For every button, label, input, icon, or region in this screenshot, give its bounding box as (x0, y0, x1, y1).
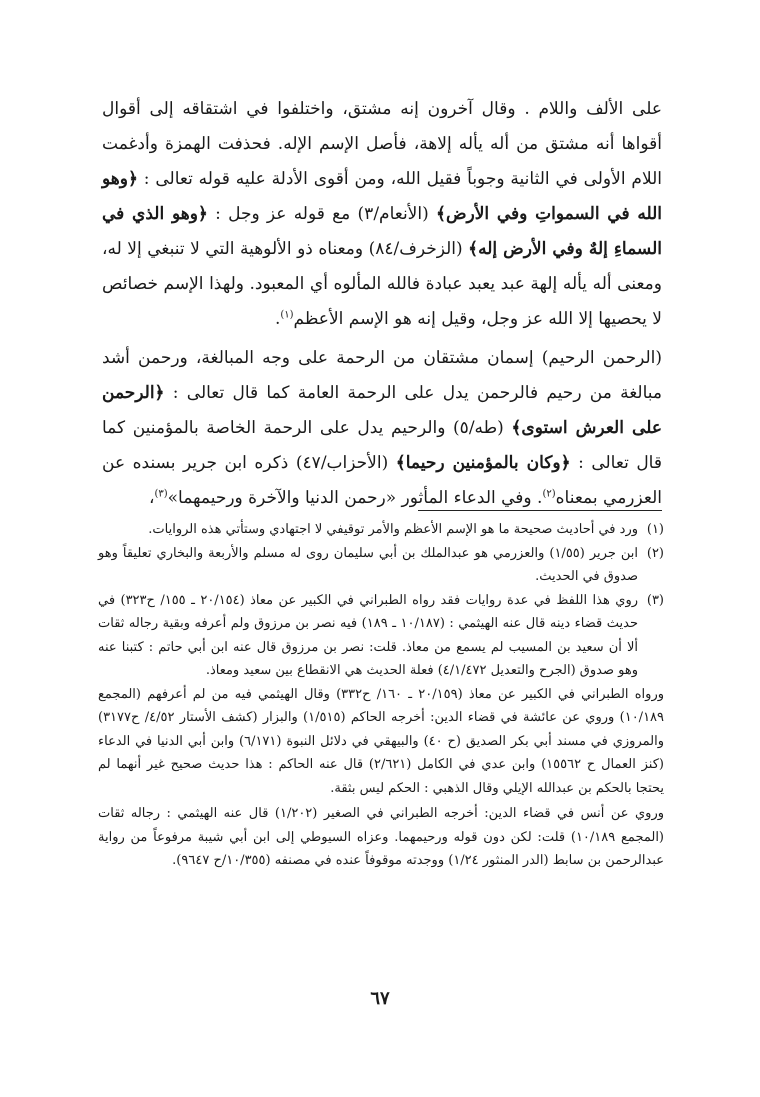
footnote-body (98, 518, 638, 542)
text-segment: (الزخرف/٨٤) ومعناه ذو الألوهية التي لا تنبغي إلا له، ومعنى أله يأله إلهة عبد يعبد عبادة فالله المألوه أي المعبود. ولهذا الإسم خصائص لا يحصيها إلا الله عز وجل، وقيل إنه هو الإسم الأعظم (102, 239, 662, 329)
footnote-ref[interactable]: (٣) (154, 488, 168, 500)
footnote-text: ورواه الطبراني في الكبير عن معاذ (٢٠/١٥٩ ـ ١٦٠/ ح٣٣٢) وقال الهيثمي فيه من لم أعرفهم (المجمع ١٠/١٨٩) وروي عن عائشة في قضاء الدين: أخرجه الحاكم (١/٥١٥) والبزار (كشف الأستار ٤/٥٢/ ح٣١٧٧) والمروزي في مسند أبي بكر الصديق (ح ٤٠) والبيهقي في دلائل النبوة (٦/١٧١) وابن أبي الدنيا في الدعاء (كنز العمال ح ١٥٥٦٢) وابن عدي في الكامل (٢/٦٢١) قال عنه الحاكم : هذا حديث صحيح غير أنهما لم يحتجا بالحكم بن عبدالله الإيلي وقال الذهبي : الحكم ليس بثقة. (98, 686, 665, 796)
paragraph-rahman (102, 341, 662, 516)
text-segment: . (274, 309, 281, 329)
footnote-number: (٢) (646, 545, 664, 561)
footnote-text: روي هذا اللفظ في عدة روايات فقد رواه الطبراني في الكبير عن معاذ (٢٠/١٥٤ ـ ١٥٥/ ح٣٢٣) في حديث قضاء دينه قال عنه الهيثمي : (١٠/١٨٧ ـ ١٨٩) فيه نصر بن مرزوق ولم أعرفه وبقية رجاله ثقات ألا أن سعيد بن المسيب لم يسمع من معاذ. قلت: نصر بن مرزوق قال عنه ابن أبي حاتم : كتبنا عنه وهو صدوق (الجرح والتعديل ٤/١/٤٧٢) فعلة الحديث هي الانقطاع بين سعيد ومعاذ. (98, 592, 639, 678)
quran-verse: ﴿الرحمن على العرش استوى﴾ (102, 383, 662, 438)
footnote-1 (98, 518, 664, 542)
footnote-number: (٣) (646, 592, 664, 608)
quran-verse: ﴿وهو الذي في السماءِ إلهٌ وفي الأرض إله﴾ (102, 204, 662, 259)
page-number: ٦٧ (370, 988, 390, 1009)
paragraph-allah (102, 92, 662, 337)
quran-verse: ﴿وهو الله في السمواتِ وفي الأرض﴾ (102, 169, 663, 224)
quran-verse: ﴿وكان بالمؤمنين رحيما﴾ (395, 453, 571, 473)
footnote-ref[interactable]: (١) (280, 309, 294, 321)
footnote-body (98, 589, 638, 683)
text-segment: على الألف واللام . وقال آخرون إنه مشتق، واختلفوا في اشتقاقه إلى أقوال أقواها أنه مشتق من أله يأله إلاهة، فأصل الإسم الإله. فحذفت الهمزة وأدغمت اللام الأولى في الثانية وجوباً فقيل الله، ومن أقوى الأدلة عليه قوله تعالى : (102, 99, 662, 189)
footnote-2 (98, 542, 664, 589)
footnote-body (98, 542, 638, 589)
footnote-separator (418, 510, 662, 511)
text-segment: ، (148, 488, 155, 508)
text-segment: (طه/٥) والرحيم يدل على الرحمة الخاصة بالمؤمنين كما قال تعالى : (102, 418, 662, 473)
footnote-number: (١) (646, 522, 664, 537)
footnote-text: ورد في أحاديث صحيحة ما هو الإسم الأعظم والأمر توقيفي لا اجتهادي وستأتي هذه الروايات. (148, 522, 638, 537)
footnote-ref[interactable]: (٢) (542, 488, 556, 500)
footnote-text: وروي عن أنس في قضاء الدين: أخرجه الطبراني في الصغير (١/٢٠٢) قال عنه الهيثمي : رجاله ثقات (المجمع ١٠/١٨٩) قلت: لكن دون قوله ورحيمهما. وعزاه السيوطي إلى ابن أبي شيبة مرفوعاً من رواية عبدالرحمن بن سابط (الدر المنثور ١/٢٤) ووجدته موقوفاً عنده في مصنفه (١٠/٣٥٥/ح ٩٦٤٧). (98, 806, 665, 868)
footnotes (98, 518, 664, 873)
footnote-text: ابن جرير (١/٥٥) والعزرمي هو عبدالملك بن أبي سليمان روى له مسلم والأربعة والبخاري تعليقاً وهو صدوق في الحديث. (98, 545, 639, 584)
text-segment: (الأحزاب/٤٧) ذكره ابن جرير بسنده عن العزرمي بمعناه (102, 453, 662, 508)
main-text (102, 92, 662, 516)
text-segment: (الأنعام/٣) مع قوله عز وجل : (207, 204, 436, 224)
text-segment: . وفي الدعاء المأثور «رحمن الدنيا والآخرة ورحيمهما» (167, 488, 543, 508)
text-segment: (الرحمن الرحيم) إسمان مشتقان من الرحمة على وجه المبالغة، ورحمن أشد مبالغة من رحيم فالرحمن يدل على الرحمة العامة كما قال تعالى : (102, 348, 662, 403)
footnote-3-continued (98, 683, 664, 873)
footnote-3 (98, 589, 664, 683)
